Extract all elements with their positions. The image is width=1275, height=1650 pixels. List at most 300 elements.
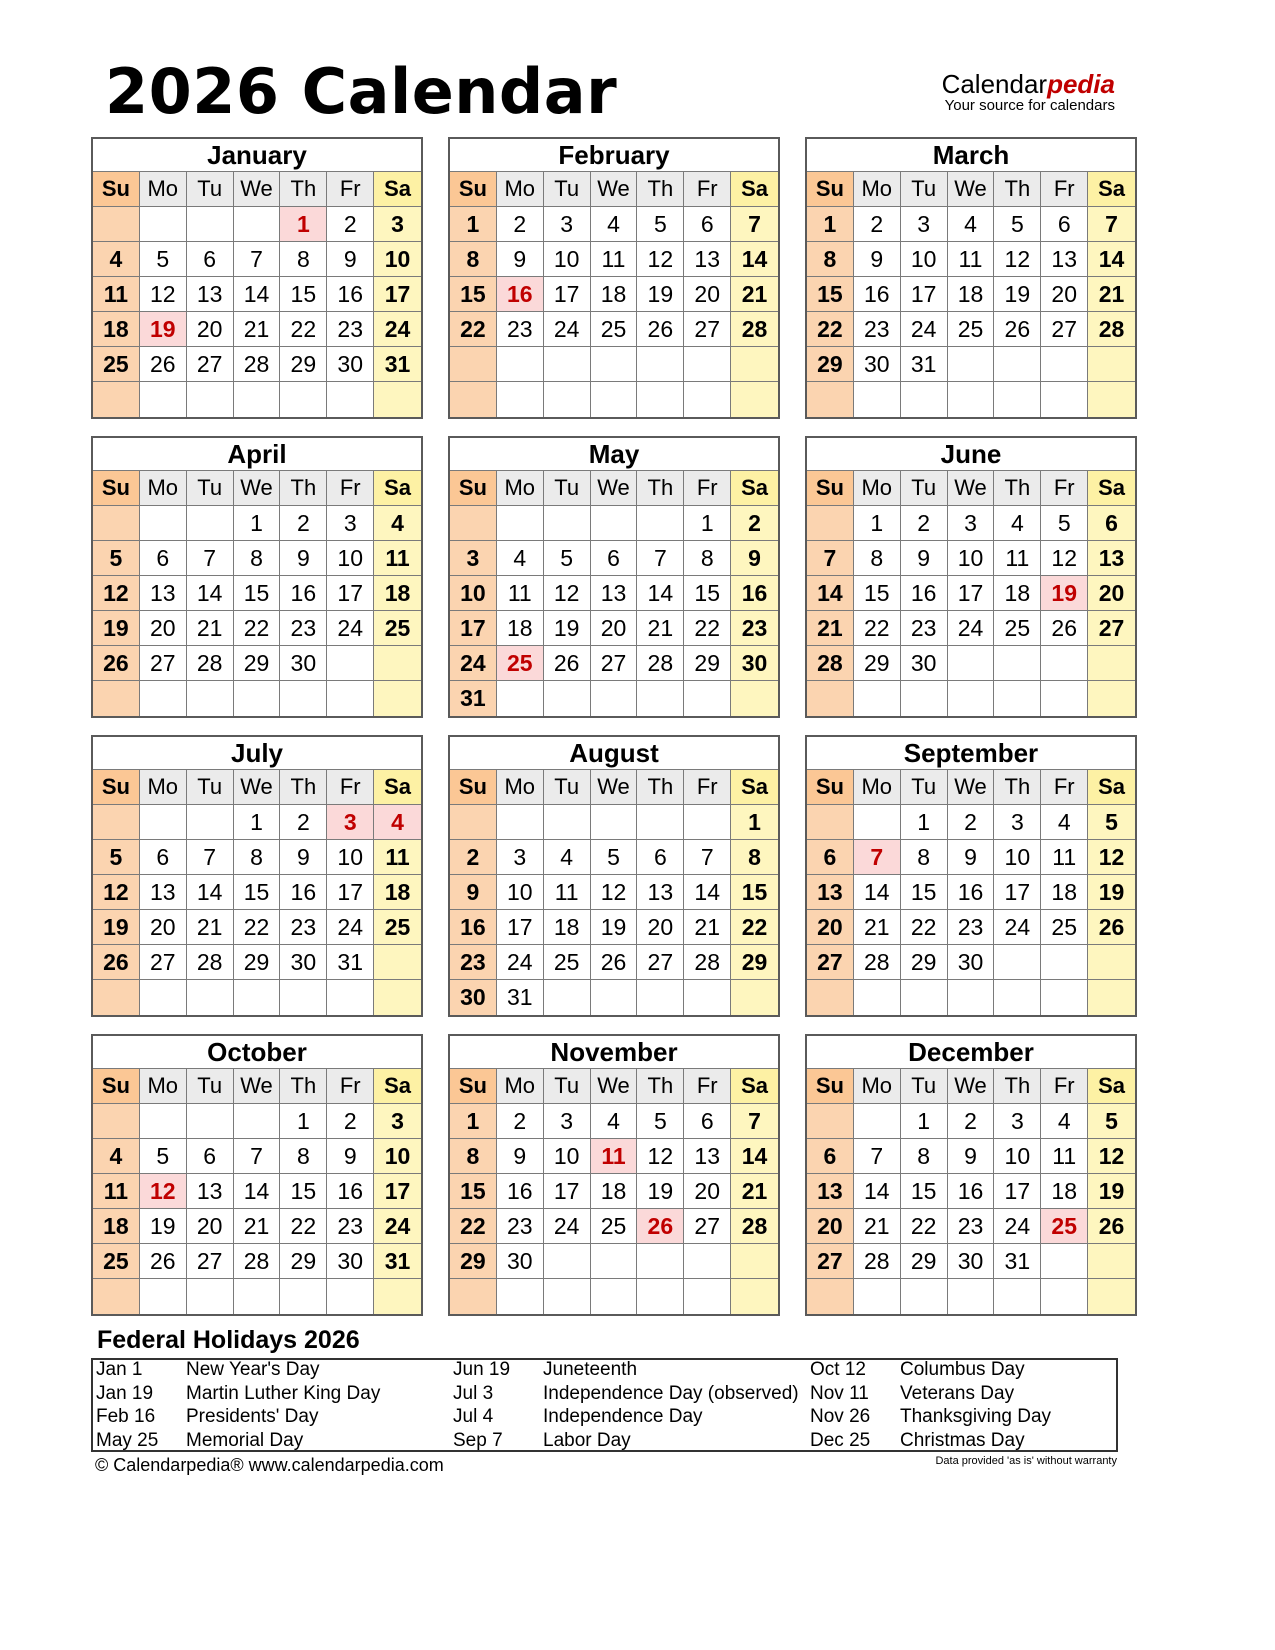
month-august	[448, 735, 780, 1017]
day-cell: 13	[187, 277, 234, 312]
day-cell: 23	[497, 1209, 544, 1244]
weekday-header: Sa	[1088, 172, 1135, 207]
weekday-header: Sa	[374, 471, 421, 506]
day-cell: 13	[637, 875, 684, 910]
day-cell: 27	[684, 312, 731, 347]
weekday-header: Tu	[187, 471, 234, 506]
empty-cell	[140, 805, 187, 840]
day-cell: 30	[497, 1244, 544, 1279]
day-cell: 2	[497, 207, 544, 242]
day-cell: 12	[994, 242, 1041, 277]
empty-cell	[901, 980, 948, 1015]
weekday-header: We	[591, 471, 638, 506]
holiday-date: Jul 4	[453, 1406, 494, 1427]
empty-cell	[1088, 945, 1135, 980]
day-cell: 19	[140, 1209, 187, 1244]
day-cell: 6	[637, 840, 684, 875]
holiday-date: Jun 19	[453, 1359, 511, 1380]
day-cell: 8	[280, 1139, 327, 1174]
empty-cell	[1041, 945, 1088, 980]
empty-cell	[140, 207, 187, 242]
brand-name-accent: pedia	[1047, 69, 1115, 99]
day-cell: 13	[1041, 242, 1088, 277]
day-cell: 23	[450, 945, 497, 980]
day-cell: 5	[637, 1104, 684, 1139]
day-cell: 21	[684, 910, 731, 945]
empty-cell	[807, 681, 854, 716]
holiday-name: Christmas Day	[900, 1429, 1025, 1451]
weekday-header: Mo	[140, 172, 187, 207]
day-cell: 11	[374, 541, 421, 576]
day-cell: 18	[591, 1174, 638, 1209]
day-cell: 26	[140, 347, 187, 382]
day-cell: 23	[854, 312, 901, 347]
holiday-date: Oct 12	[810, 1359, 866, 1380]
holiday-date: Nov 11	[810, 1382, 869, 1404]
day-cell: 29	[684, 646, 731, 681]
empty-cell	[497, 1279, 544, 1314]
day-cell: 28	[1088, 312, 1135, 347]
day-cell: 13	[140, 875, 187, 910]
day-cell: 2	[497, 1104, 544, 1139]
day-cell: 20	[684, 277, 731, 312]
day-cell: 28	[234, 347, 281, 382]
empty-cell	[93, 681, 140, 716]
weekday-header: Tu	[544, 471, 591, 506]
empty-cell	[327, 980, 374, 1015]
day-cell: 18	[994, 576, 1041, 611]
empty-cell	[807, 382, 854, 417]
weekday-header: Th	[637, 1069, 684, 1104]
day-cell: 24	[901, 312, 948, 347]
day-cell: 25	[1041, 1209, 1088, 1244]
empty-cell	[948, 681, 995, 716]
day-cell: 5	[1088, 805, 1135, 840]
empty-cell	[1041, 681, 1088, 716]
day-cell: 7	[854, 840, 901, 875]
day-cell: 22	[731, 910, 778, 945]
day-cell: 9	[327, 242, 374, 277]
day-cell: 19	[637, 277, 684, 312]
weekday-header: Th	[280, 172, 327, 207]
day-cell: 4	[374, 506, 421, 541]
day-cell: 29	[280, 347, 327, 382]
day-cell: 23	[901, 611, 948, 646]
day-cell: 4	[93, 242, 140, 277]
holiday-date: Jan 1	[96, 1359, 143, 1380]
day-cell: 27	[1041, 312, 1088, 347]
empty-cell	[684, 1279, 731, 1314]
weekday-header: We	[234, 172, 281, 207]
empty-cell	[450, 347, 497, 382]
day-cell: 15	[280, 1174, 327, 1209]
day-cell: 6	[1041, 207, 1088, 242]
day-cell: 8	[280, 242, 327, 277]
day-cell: 5	[1088, 1104, 1135, 1139]
empty-cell	[994, 382, 1041, 417]
weekday-header: Th	[637, 172, 684, 207]
empty-cell	[1088, 980, 1135, 1015]
day-cell: 18	[1041, 1174, 1088, 1209]
empty-cell	[497, 382, 544, 417]
day-cell: 14	[1088, 242, 1135, 277]
empty-cell	[637, 681, 684, 716]
day-cell: 10	[374, 242, 421, 277]
day-cell: 17	[948, 576, 995, 611]
day-cell: 18	[374, 875, 421, 910]
day-cell: 14	[234, 277, 281, 312]
weekday-header: Sa	[731, 770, 778, 805]
holiday-date: Nov 26	[810, 1406, 871, 1427]
weekday-header: Mo	[497, 770, 544, 805]
day-cell: 8	[731, 840, 778, 875]
weekday-header: Th	[994, 471, 1041, 506]
weekday-header: Tu	[187, 770, 234, 805]
empty-cell	[374, 945, 421, 980]
day-cell: 1	[854, 506, 901, 541]
day-cell: 7	[637, 541, 684, 576]
empty-cell	[140, 1104, 187, 1139]
day-cell: 9	[854, 242, 901, 277]
month-february	[448, 137, 780, 419]
day-cell: 3	[994, 805, 1041, 840]
day-cell: 5	[994, 207, 1041, 242]
day-cell: 21	[1088, 277, 1135, 312]
empty-cell	[901, 681, 948, 716]
day-cell: 31	[374, 1244, 421, 1279]
day-cell: 17	[497, 910, 544, 945]
holiday-date: Dec 25	[810, 1429, 871, 1451]
day-cell: 15	[234, 875, 281, 910]
empty-cell	[187, 382, 234, 417]
empty-cell	[1088, 1279, 1135, 1314]
day-cell: 12	[140, 1174, 187, 1209]
day-cell: 11	[591, 1139, 638, 1174]
empty-cell	[731, 347, 778, 382]
day-cell: 26	[1088, 1209, 1135, 1244]
day-cell: 8	[234, 541, 281, 576]
day-cell: 8	[234, 840, 281, 875]
empty-cell	[497, 805, 544, 840]
day-cell: 21	[187, 910, 234, 945]
day-cell: 10	[327, 840, 374, 875]
day-cell: 7	[187, 840, 234, 875]
day-cell: 18	[93, 1209, 140, 1244]
day-cell: 2	[948, 805, 995, 840]
weekday-header: We	[234, 471, 281, 506]
weekday-header: We	[591, 770, 638, 805]
empty-cell	[948, 646, 995, 681]
empty-cell	[637, 1244, 684, 1279]
day-cell: 14	[684, 875, 731, 910]
day-cell: 18	[93, 312, 140, 347]
weekday-header: Sa	[374, 1069, 421, 1104]
day-cell: 9	[327, 1139, 374, 1174]
empty-cell	[234, 207, 281, 242]
day-cell: 9	[450, 875, 497, 910]
day-cell: 16	[327, 277, 374, 312]
day-cell: 4	[591, 1104, 638, 1139]
empty-cell	[1041, 980, 1088, 1015]
empty-cell	[948, 382, 995, 417]
empty-cell	[187, 681, 234, 716]
day-cell: 6	[807, 1139, 854, 1174]
day-cell: 27	[140, 646, 187, 681]
weekday-header: Th	[637, 770, 684, 805]
weekday-header: Fr	[327, 471, 374, 506]
month-name: February	[450, 139, 778, 172]
day-cell: 22	[807, 312, 854, 347]
weekday-header: Fr	[1041, 770, 1088, 805]
holiday-name: Thanksgiving Day	[900, 1406, 1052, 1427]
empty-cell	[374, 646, 421, 681]
day-cell: 10	[327, 541, 374, 576]
day-cell: 16	[497, 1174, 544, 1209]
day-cell: 6	[187, 242, 234, 277]
day-cell: 27	[807, 1244, 854, 1279]
empty-cell	[450, 1279, 497, 1314]
day-cell: 25	[93, 347, 140, 382]
day-cell: 29	[280, 1244, 327, 1279]
day-cell: 27	[684, 1209, 731, 1244]
empty-cell	[807, 1104, 854, 1139]
day-cell: 9	[948, 1139, 995, 1174]
weekday-header: We	[234, 770, 281, 805]
day-cell: 4	[1041, 805, 1088, 840]
empty-cell	[544, 347, 591, 382]
day-cell: 19	[93, 910, 140, 945]
empty-cell	[374, 980, 421, 1015]
day-cell: 28	[187, 646, 234, 681]
weekday-header: Mo	[140, 471, 187, 506]
weekday-header: Fr	[684, 471, 731, 506]
day-cell: 2	[854, 207, 901, 242]
day-cell: 25	[948, 312, 995, 347]
day-cell: 23	[280, 910, 327, 945]
empty-cell	[807, 506, 854, 541]
holiday-name: Juneteenth	[543, 1359, 638, 1380]
empty-cell	[994, 1279, 1041, 1314]
weekday-header: Sa	[374, 770, 421, 805]
day-cell: 19	[1088, 875, 1135, 910]
day-cell: 22	[280, 1209, 327, 1244]
day-cell: 2	[280, 805, 327, 840]
day-cell: 21	[731, 277, 778, 312]
day-cell: 30	[948, 1244, 995, 1279]
day-cell: 26	[1088, 910, 1135, 945]
day-cell: 17	[374, 277, 421, 312]
brand-name	[942, 70, 1115, 98]
day-cell: 1	[234, 506, 281, 541]
day-cell: 19	[140, 312, 187, 347]
empty-cell	[450, 506, 497, 541]
empty-cell	[187, 506, 234, 541]
weekday-header: Mo	[140, 770, 187, 805]
day-cell: 26	[140, 1244, 187, 1279]
empty-cell	[684, 805, 731, 840]
weekday-header: Th	[280, 1069, 327, 1104]
day-cell: 8	[901, 840, 948, 875]
day-cell: 7	[684, 840, 731, 875]
day-cell: 2	[327, 207, 374, 242]
empty-cell	[731, 382, 778, 417]
day-cell: 7	[234, 242, 281, 277]
day-cell: 18	[1041, 875, 1088, 910]
day-cell: 20	[140, 611, 187, 646]
day-cell: 4	[994, 506, 1041, 541]
day-cell: 17	[901, 277, 948, 312]
day-cell: 9	[280, 840, 327, 875]
day-cell: 12	[1041, 541, 1088, 576]
day-cell: 14	[731, 242, 778, 277]
day-cell: 18	[497, 611, 544, 646]
empty-cell	[591, 980, 638, 1015]
holidays-table	[91, 1358, 1118, 1452]
day-cell: 30	[327, 347, 374, 382]
weekday-header: Su	[93, 172, 140, 207]
day-cell: 16	[497, 277, 544, 312]
month-name: January	[93, 139, 421, 172]
empty-cell	[948, 1279, 995, 1314]
day-cell: 10	[948, 541, 995, 576]
day-cell: 8	[901, 1139, 948, 1174]
empty-cell	[374, 382, 421, 417]
empty-cell	[280, 980, 327, 1015]
month-may	[448, 436, 780, 718]
empty-cell	[684, 1244, 731, 1279]
day-cell: 21	[731, 1174, 778, 1209]
month-october	[91, 1034, 423, 1316]
day-cell: 30	[948, 945, 995, 980]
weekday-header: Sa	[1088, 770, 1135, 805]
empty-cell	[994, 681, 1041, 716]
day-cell: 1	[807, 207, 854, 242]
holiday-name: Veterans Day	[900, 1382, 1015, 1404]
day-cell: 25	[544, 945, 591, 980]
weekday-header: Su	[450, 770, 497, 805]
day-cell: 28	[187, 945, 234, 980]
holiday-name: Labor Day	[543, 1429, 631, 1451]
day-cell: 25	[93, 1244, 140, 1279]
day-cell: 1	[684, 506, 731, 541]
weekday-header: Fr	[327, 1069, 374, 1104]
day-cell: 28	[731, 1209, 778, 1244]
empty-cell	[1041, 1244, 1088, 1279]
weekday-header: Tu	[187, 1069, 234, 1104]
weekday-header: Fr	[1041, 172, 1088, 207]
holiday-date: Jan 19	[96, 1382, 154, 1404]
holidays-title: Federal Holidays 2026	[97, 1326, 360, 1354]
weekday-header: Mo	[854, 1069, 901, 1104]
day-cell: 7	[807, 541, 854, 576]
day-cell: 6	[807, 840, 854, 875]
day-cell: 25	[374, 910, 421, 945]
empty-cell	[140, 382, 187, 417]
day-cell: 31	[901, 347, 948, 382]
day-cell: 26	[93, 646, 140, 681]
weekday-header: Fr	[1041, 471, 1088, 506]
weekday-header: Su	[807, 1069, 854, 1104]
weekday-header: Tu	[544, 770, 591, 805]
day-cell: 9	[731, 541, 778, 576]
weekday-header: Sa	[1088, 471, 1135, 506]
day-cell: 4	[93, 1139, 140, 1174]
empty-cell	[187, 1279, 234, 1314]
month-name: July	[93, 737, 421, 770]
weekday-header: Fr	[327, 172, 374, 207]
empty-cell	[280, 681, 327, 716]
day-cell: 9	[497, 242, 544, 277]
month-april	[91, 436, 423, 718]
day-cell: 21	[807, 611, 854, 646]
brand-logo[interactable]	[942, 70, 1115, 114]
day-cell: 27	[140, 945, 187, 980]
day-cell: 19	[637, 1174, 684, 1209]
month-june	[805, 436, 1137, 718]
day-cell: 28	[731, 312, 778, 347]
day-cell: 15	[234, 576, 281, 611]
day-cell: 9	[497, 1139, 544, 1174]
weekday-header: Su	[807, 471, 854, 506]
day-cell: 4	[948, 207, 995, 242]
holiday-date: Sep 7	[453, 1429, 503, 1451]
day-cell: 3	[374, 1104, 421, 1139]
day-cell: 14	[234, 1174, 281, 1209]
day-cell: 1	[901, 805, 948, 840]
day-cell: 14	[637, 576, 684, 611]
brand-tagline: Your source for calendars	[944, 97, 1115, 114]
day-cell: 20	[637, 910, 684, 945]
day-cell: 10	[544, 1139, 591, 1174]
day-cell: 23	[497, 312, 544, 347]
day-cell: 7	[187, 541, 234, 576]
footer-copyright[interactable]: © Calendarpedia® www.calendarpedia.com	[95, 1455, 444, 1475]
weekday-header: Sa	[731, 471, 778, 506]
empty-cell	[234, 1104, 281, 1139]
month-march	[805, 137, 1137, 419]
day-cell: 2	[731, 506, 778, 541]
day-cell: 4	[591, 207, 638, 242]
day-cell: 20	[684, 1174, 731, 1209]
empty-cell	[187, 805, 234, 840]
weekday-header: Tu	[901, 1069, 948, 1104]
day-cell: 7	[854, 1139, 901, 1174]
empty-cell	[93, 1279, 140, 1314]
weekday-header: We	[591, 172, 638, 207]
weekday-header: Su	[450, 471, 497, 506]
day-cell: 14	[187, 875, 234, 910]
page-title: 2026 Calendar	[105, 55, 618, 128]
empty-cell	[140, 506, 187, 541]
day-cell: 15	[450, 1174, 497, 1209]
day-cell: 29	[807, 347, 854, 382]
day-cell: 22	[854, 611, 901, 646]
day-cell: 29	[234, 646, 281, 681]
empty-cell	[93, 805, 140, 840]
day-cell: 8	[807, 242, 854, 277]
day-cell: 20	[807, 910, 854, 945]
day-cell: 19	[1088, 1174, 1135, 1209]
empty-cell	[637, 506, 684, 541]
weekday-header: Mo	[140, 1069, 187, 1104]
day-cell: 7	[731, 207, 778, 242]
day-cell: 31	[327, 945, 374, 980]
day-cell: 24	[327, 611, 374, 646]
weekday-header: Fr	[684, 770, 731, 805]
weekday-header: Tu	[901, 172, 948, 207]
day-cell: 17	[544, 277, 591, 312]
day-cell: 14	[187, 576, 234, 611]
